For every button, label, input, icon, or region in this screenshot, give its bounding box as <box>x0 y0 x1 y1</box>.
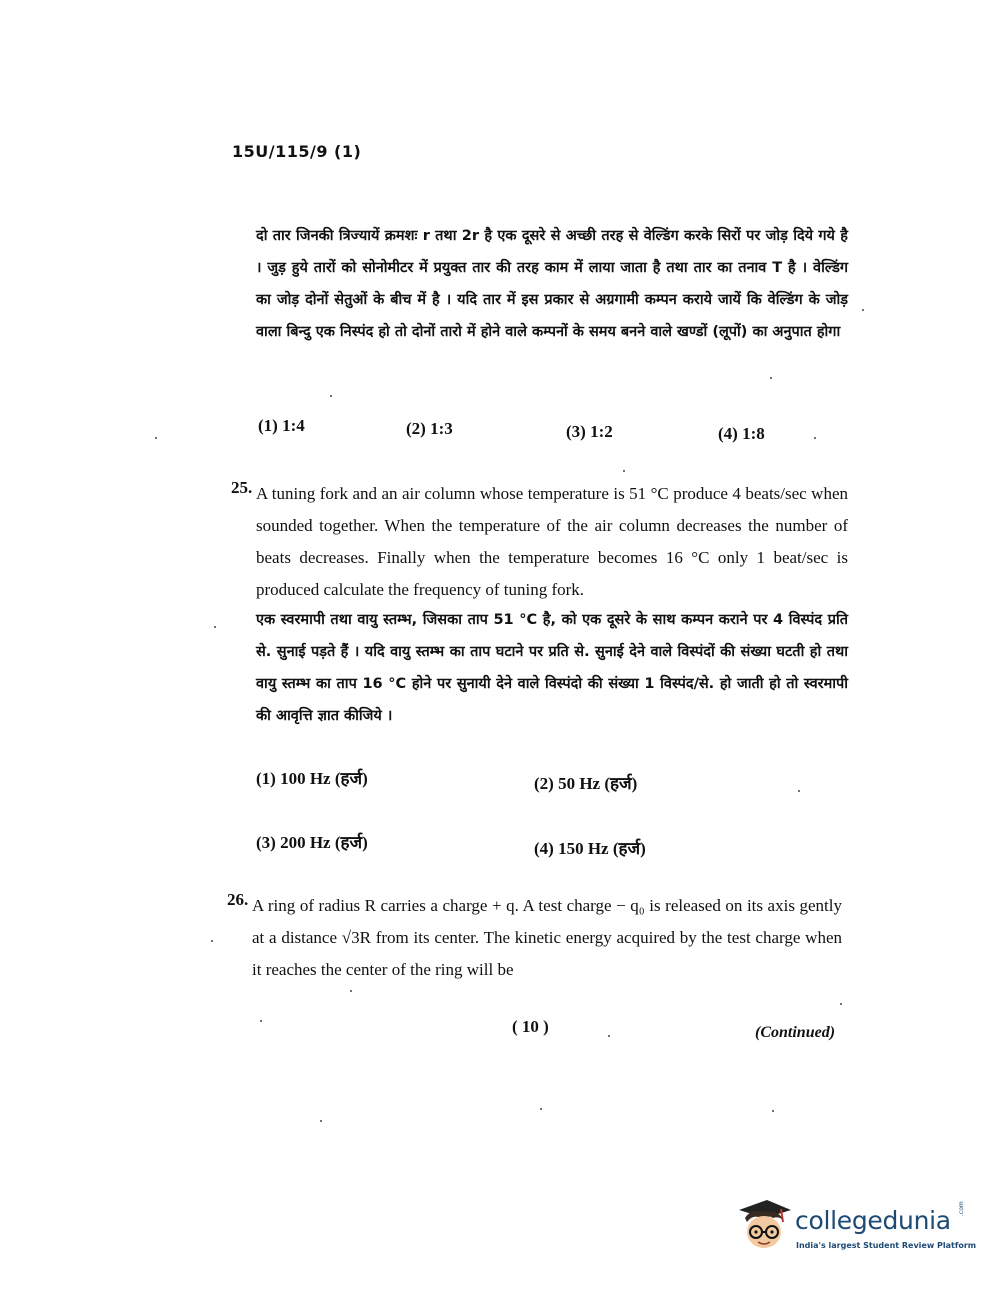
paper-code: 15U/115/9 (1) <box>232 142 362 161</box>
graduate-mascot-icon <box>733 1196 795 1258</box>
continued-label: (Continued) <box>755 1024 836 1041</box>
collegedunia-dotcom: .com <box>958 1201 965 1216</box>
scan-speck <box>772 1110 774 1112</box>
q25-english-text <box>256 478 848 606</box>
scan-speck <box>798 790 800 792</box>
q24-hindi-text: दो तार जिनकी त्रिज्यायें क्रमशः r तथा 2r है एक दूसरे से अच्छी तरह से वेल्डिंग करके सिरों पर जोड़ दिये गये है । जुड़ हुये तारों को सोनोमीटर में प्रयुक्त तार की तरह काम में लाया जाता है तथा तार का तनाव T है । वेल्डिंग का जोड़ दोनों सेतुओं के बीच में है । यदि तार में इस प्रकार से अग्रगामी कम्पन कराये जायें कि वेल्डिंग के जोड़ वाला बिन्दु एक निस्पंद हो तो दोनों तारो में होने वाले कम्पनों के समय बनने वाले खण्डों (लूपों) का अनुपात होगा <box>256 228 848 340</box>
collegedunia-tagline: India's largest Student Review Platform <box>796 1241 977 1250</box>
q24-option-2: (2) 1:3 <box>406 419 453 438</box>
scan-speck <box>540 1108 542 1110</box>
scan-speck <box>608 1035 610 1037</box>
scan-speck <box>770 377 772 379</box>
scan-speck <box>862 309 864 311</box>
scan-speck <box>814 437 816 439</box>
scan-speck <box>155 437 157 439</box>
scan-speck <box>330 395 332 397</box>
q26-number: 26. <box>227 890 249 909</box>
scan-speck <box>211 940 213 942</box>
q25-hindi-text: एक स्वरमापी तथा वायु स्तम्भ, जिसका ताप 51 °C है, को एक दूसरे के साथ कम्पन कराने पर 4 विस्पंद प्रति से. सुनाई पड़ते हैं । यदि वायु स्तम्भ का ताप घटाने पर प्रति से. सुनाई देने वाले विस्पंदों की संख्या घटती हो तथा वायु स्तम्भ का ताप 16 °C होने पर सुनायी देने वाले विस्पंदो की संख्या 1 विस्पंद/से. हो जाती हो तो स्वरमापी की आवृत्ति ज्ञात कीजिये । <box>256 612 848 724</box>
q25-option-1: (1) 100 Hz (हर्ज) <box>256 769 368 788</box>
scan-speck <box>623 470 625 472</box>
scan-speck <box>320 1120 322 1122</box>
scan-speck <box>350 990 352 992</box>
q24-option-1: (1) 1:4 <box>258 416 305 435</box>
q24-option-4: (4) 1:8 <box>718 424 765 443</box>
q25-english-body: A tuning fork and an air column whose temperature is 51 °C produce 4 beats/sec when sounded together. When the temperature of the air column decreases the number of beats decreases. Finally when the temperature becomes 16 °C only 1 beat/sec is produced calculate the frequency of tuning fork. <box>256 484 848 599</box>
q26-english-text: A ring of radius R carries a charge + q. A test charge − q₀ is released on its axis gently at a distance √3R from its center. The kinetic energy acquired by the test charge when it reaches the center of the ring will be <box>252 896 842 979</box>
q25-option-3: (3) 200 Hz (हर्ज) <box>256 833 368 852</box>
scan-speck <box>214 626 216 628</box>
q25-option-2: (2) 50 Hz (हर्ज) <box>534 774 638 793</box>
page-number: ( 10 ) <box>512 1017 549 1036</box>
scan-speck <box>260 1020 262 1022</box>
collegedunia-wordmark: collegedunia <box>795 1206 951 1235</box>
q25-option-4: (4) 150 Hz (हर्ज) <box>534 839 646 858</box>
scan-speck <box>840 1003 842 1005</box>
q24-option-3: (3) 1:2 <box>566 422 613 441</box>
q25-number: 25. <box>231 478 253 497</box>
collegedunia-logo <box>733 1196 977 1266</box>
